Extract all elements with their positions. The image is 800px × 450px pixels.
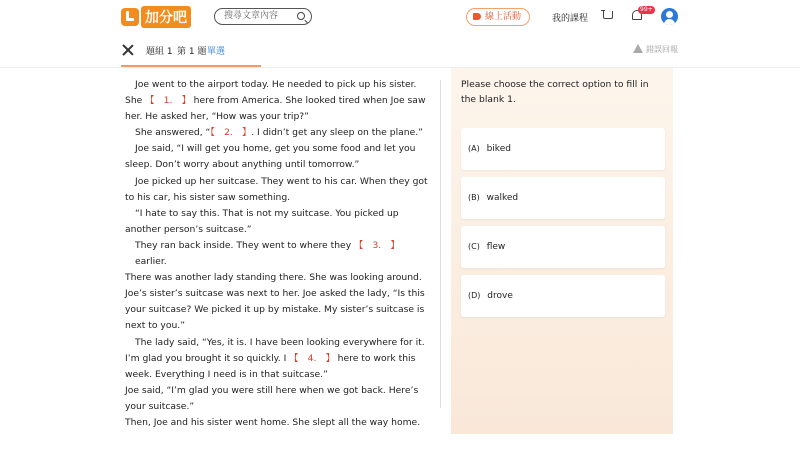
header-divider: [0, 67, 800, 68]
blank-marker[interactable]: 【 2. 】: [210, 127, 252, 139]
reading-passage: [125, 77, 430, 431]
option-text: drove: [487, 291, 513, 301]
search-icon[interactable]: [297, 12, 305, 20]
search-input[interactable]: [214, 8, 312, 25]
megaphone-icon: [473, 13, 481, 20]
passage-line: [125, 238, 430, 270]
passage-text: her. He asked her, “How was your trip?”: [125, 111, 309, 123]
site-logo[interactable]: [121, 6, 191, 28]
passage-text: to his car, his sister saw something.: [125, 191, 291, 203]
question-header: [0, 34, 800, 68]
passage-text: Joe said, “I will get you home, get you some food and let you: [135, 143, 416, 155]
passage-text: your suitcase? We picked it up by mistake. My sister’s suitcase is: [125, 304, 425, 316]
passage-line: [125, 286, 430, 302]
passage-text: next to you.”: [125, 320, 185, 332]
passage-text: She answered, “: [135, 127, 211, 139]
passage-text: I’m glad you brought it so quickly. I: [125, 352, 290, 364]
passage-text: . I didn’t get any sleep on the plane.”: [251, 127, 423, 139]
logo-text: 加分吧: [141, 6, 191, 28]
passage-text: earlier.: [135, 256, 167, 268]
blank-marker[interactable]: 【 4. 】: [289, 352, 335, 364]
option-c[interactable]: [461, 226, 665, 268]
passage-line: [125, 415, 430, 431]
question-type-label: 單選: [207, 47, 226, 57]
blank-marker[interactable]: 【 1. 】: [145, 95, 191, 107]
passage-text: Joe said, “I’m glad you were still here when we got back. Here’s: [125, 384, 419, 396]
passage-line: [125, 206, 430, 222]
passage-line: [125, 351, 430, 367]
passage-line: [125, 302, 430, 318]
option-a[interactable]: [461, 128, 665, 170]
online-event-label: 線上活動: [485, 12, 522, 22]
question-prompt: Please choose the correct option to fill in the blank 1.: [461, 79, 649, 105]
passage-text: She: [125, 95, 146, 107]
passage-text: Joe went to the airport today. He needed to pick up his sister.: [135, 79, 417, 90]
passage-text: The lady said, “Yes, it is. I have been looking everywhere for it.: [135, 336, 425, 348]
passage-text: your suitcase.”: [125, 400, 195, 412]
passage-line: [125, 318, 430, 334]
passage-line: [125, 399, 430, 415]
notification-badge: 99+: [640, 6, 653, 13]
passage-text: Joe’s sister’s suitcase was next to her. Joe asked the lady, “Is this: [125, 288, 425, 300]
passage-text: There was another lady standing there. She was looking around.: [125, 272, 422, 284]
passage-line: [125, 335, 430, 351]
my-course-link[interactable]: 我的課程: [552, 14, 589, 24]
passage-text: another person’s suitcase.”: [125, 223, 252, 235]
passage-line: [125, 157, 430, 173]
cart-icon[interactable]: [603, 11, 613, 19]
passage-line: [125, 93, 430, 109]
option-letter: (A): [468, 144, 480, 153]
avatar[interactable]: [661, 8, 678, 25]
passage-line: [125, 174, 430, 190]
passage-line: [125, 141, 430, 157]
option-b[interactable]: [461, 177, 665, 219]
passage-line: [125, 190, 430, 206]
close-icon[interactable]: [122, 44, 134, 56]
passage-line: [125, 125, 430, 141]
option-text: biked: [486, 144, 511, 154]
option-text: walked: [486, 193, 519, 203]
passage-line: [125, 383, 430, 399]
online-event-button[interactable]: [466, 8, 530, 26]
passage-text: Then, Joe and his sister went home. She slept all the way home.: [125, 416, 421, 428]
passage-text: Joe picked up her suitcase. They went to his car. When they got: [135, 175, 428, 187]
passage-text: “I hate to say this. That is not my suitcase. You picked up: [135, 207, 399, 219]
passage-line: [125, 270, 430, 286]
option-d[interactable]: [461, 275, 665, 317]
error-report-label: 錯誤回報: [646, 45, 678, 54]
passage-line: [125, 367, 430, 383]
logo-icon: [121, 8, 139, 26]
option-letter: (B): [468, 193, 480, 202]
option-letter: (D): [468, 291, 481, 300]
passage-text: week. Everything I need is in that suitcase.”: [125, 368, 328, 380]
passage-text: here to work this: [334, 352, 416, 364]
question-panel: [451, 68, 673, 434]
passage-text: here from America. She looked tired when Joe saw: [190, 95, 426, 107]
passage-line: [125, 77, 430, 93]
question-number-label: 第 1 題: [177, 47, 207, 57]
passage-line: [125, 222, 430, 238]
search-placeholder: 搜尋文章內容: [224, 11, 279, 21]
panel-divider: [440, 80, 441, 408]
warning-icon: [633, 44, 643, 53]
passage-line: [125, 109, 430, 125]
passage-text: They ran back inside. They went to where they: [135, 239, 355, 251]
option-letter: (C): [468, 242, 480, 251]
passage-text: sleep. Don’t worry about anything until tomorrow.”: [125, 159, 360, 171]
question-group-label: 題組 1: [146, 47, 173, 57]
error-report-button[interactable]: [633, 44, 678, 55]
option-text: flew: [486, 242, 506, 252]
blank-marker[interactable]: 【 3. 】: [354, 239, 400, 251]
top-navbar: [0, 0, 800, 34]
